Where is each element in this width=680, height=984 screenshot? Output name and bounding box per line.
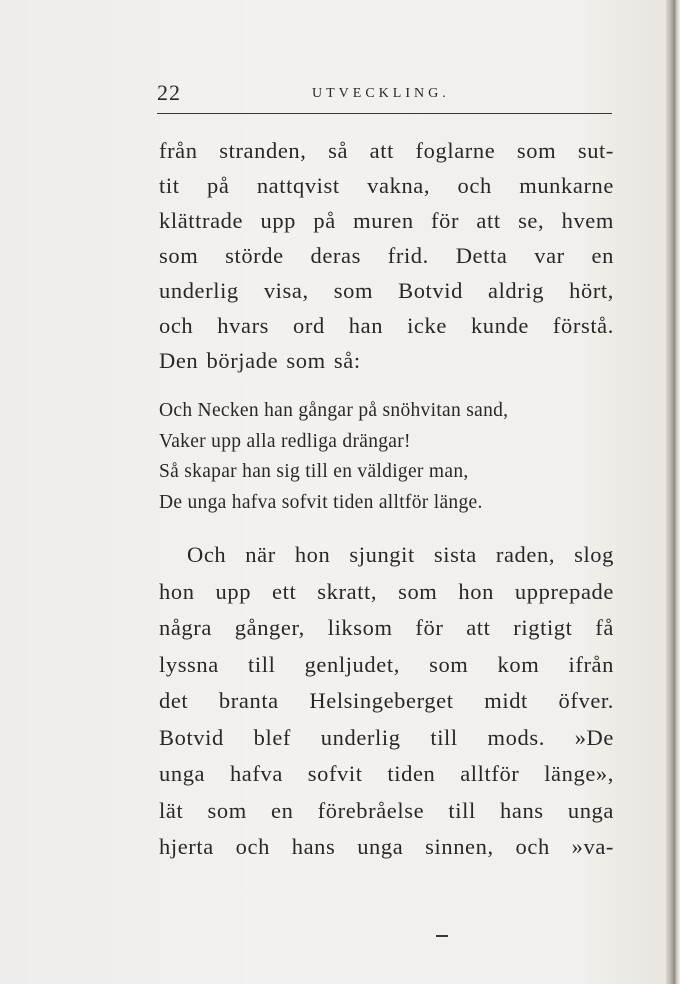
verse-line: Vaker upp alla redliga drängar! [159,430,411,452]
text-line: och hvars ord han icke kunde förstå. [159,313,614,338]
verse-line: Och Necken han gångar på snöhvitan sand, [159,400,509,421]
page-mark [436,935,448,937]
text-line: några gånger, liksom för att rigtigt få [159,615,614,640]
text-line: Och när hon sjungit sista raden, slog [187,542,614,567]
header-rule [157,113,612,114]
page-number: 22 [157,80,181,105]
page-header [157,80,612,110]
text-line: det branta Helsingeberget midt öfver. [159,688,614,713]
text-line: lyssna till genljudet, som kom ifrån [159,651,614,677]
paragraph-1 [159,133,614,378]
text-line: hon upp ett skratt, som hon upprepade [159,578,614,604]
running-title: UTVECKLING. [312,86,450,101]
text-line: tit på nattqvist vakna, och munkarne [159,173,614,198]
text-line: klättrade upp på muren för att se, hvem [159,208,614,233]
text-line: underlig visa, som Botvid aldrig hört, [159,278,614,303]
page-edge [666,0,680,984]
text-line: unga hafva sofvit tiden alltför länge», [159,761,614,786]
text-line: hjerta och hans unga sinnen, och »va- [159,834,614,859]
text-line: lät som en förebråelse till hans unga [159,797,614,823]
paragraph-2 [159,537,614,866]
text-line: som störde deras frid. Detta var en [159,243,614,268]
verse-line: De unga hafva sofvit tiden alltför länge. [159,491,483,513]
text-line: Den började som så: [159,348,361,373]
text-line: från stranden, så att foglarne som sut- [159,138,614,163]
verse-stanza [159,396,611,518]
verse-line: Så skapar han sig till en väldiger man, [159,461,469,482]
text-line: Botvid blef underlig till mods. »De [159,724,614,750]
